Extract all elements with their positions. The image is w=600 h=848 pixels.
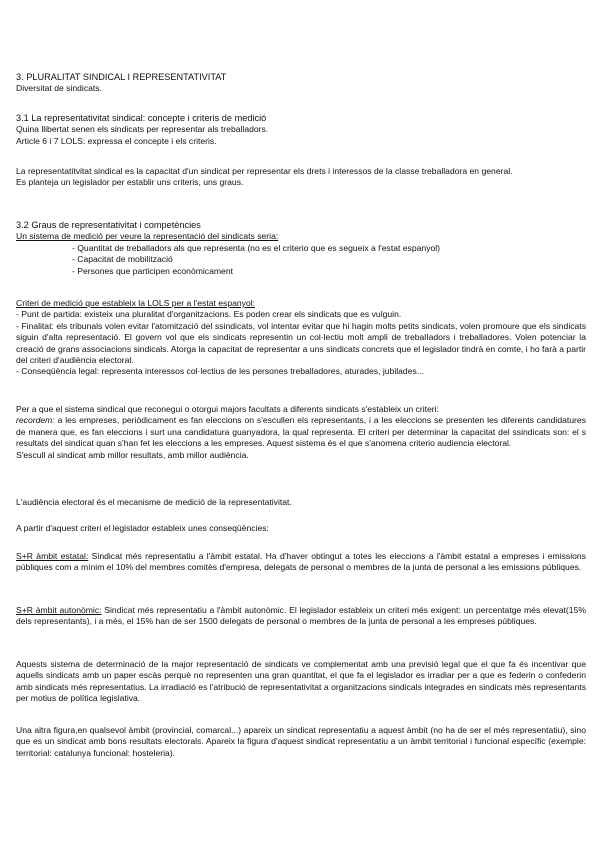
lols-purpose: - Finalitat: els tribunals volen evitar l'atomització del ssindicats, vol intentar evitar que hi hagin molts petits sindicats, volen promoure que els sindicats siguin d'alta representació. El govern vol que els sindicats representin un col·lectiu molt ampli de trebalIadors i treballadores. Volen potenciar la creació de grans associacions sindicals. Atorga la capacitat de representar a uns sindicats concrets que el legislador tindrà en comte, i ho farà a partir del criteri d'audiència electoral.	[16, 320, 586, 366]
determination-paragraph: Aquests sistema de determinació de la major representació de sindicats ve complementat amb una previsió legal que el que fa és incentivar que aquells sindicats amb un paper escàs perquè no representen una gran quantitat, el que fa el legislador es irradiar per a que es federin o confederin amb sindicats més representatius. La irradiació es l'atribució de representativitat a organitzacions sindicals integrades en sindicats més representants per motius de política legislativa.	[16, 659, 586, 704]
measurement-item-3: - Persones que participen econòmicament	[72, 265, 233, 276]
other-figure-block	[16, 725, 586, 759]
lols-start-point: - Punt de partida: existeix una pluralitat d'organitzacions. Es poden crear els sindicats que es vulguin.	[16, 309, 402, 320]
definition-note: Es planteja un legislador per establir uns criteris, uns graus.	[16, 177, 244, 188]
electoral-audience-text: L'audiència electoral és el mecanisme de medició de la representativitat.	[16, 497, 292, 507]
section-3-1	[16, 113, 586, 147]
criteria-body: recordem: a les empreses, periòdicament es fan eleccions on s'escullen els representants, i a les eleccions se presenten les diferents candidatures de manera que, es fan eleccions i surt una candidatura guanyadora, la qual representa. El criteri per determinar la capacitat del ssindicats son: el s resultats del sindicat quan s'han fet les eleccions a les empreses. Aquest sistema és el que s'anomena criterio audiencia electoral.	[16, 415, 586, 449]
lols-consequence: - Conseqüència legal: representa interessos col·lectius de les persones treballadores, aturades, jubilades...	[16, 366, 424, 377]
section-3-1-line-1: Quina llibertat senen els sindicats per representar als treballadors.	[16, 124, 269, 135]
measurement-item-1: - Quantitat de treballadors als que representa (no es el criterio que es segueix a l'estat espanyol)	[72, 242, 441, 253]
representativity-definition	[16, 166, 586, 189]
consequences-intro	[16, 523, 586, 534]
electoral-audience	[16, 497, 586, 508]
lols-criterion	[16, 298, 586, 378]
measurement-system-heading: Un sistema de medició per veure la representació del sindicats seria:	[16, 231, 279, 242]
state-scope-paragraph: S+R àmbit estatal: Sindicat més representatiu a l'àmbit estatal. Ha d'haver obtingut a totes les eleccions a l'àmbit estatal a empreses i emissions públiques com a mínim el 10% del membres comitès d'empresa, delegats de personal o membres de la junta de personal a les emissions públiques.	[16, 551, 586, 573]
autonomic-scope-label: S+R àmbit autonòmic:	[16, 605, 102, 615]
autonomic-scope-block	[16, 605, 586, 628]
lols-criterion-heading: Criteri de medició que estableix la LOLS per a l'estat espanyol:	[16, 298, 256, 308]
criteria-paragraph	[16, 404, 586, 461]
criteria-intro: Per a que el sistema sindical que reconegui o otorgui majors facultats a diferents sindicats s'estableix un criteri:	[16, 404, 439, 414]
section-3-subtitle: Diversitat de sindicats.	[16, 83, 102, 94]
determination-paragraph-block	[16, 659, 586, 705]
measurement-item-2: - Capacitat de mobilització	[72, 254, 173, 265]
section-3-1-line-2: Article 6 i 7 LOLS: expressa el concepte i els criteris.	[16, 135, 217, 146]
section-3-1-title: 3.1 La representativitat sindical: concepte i criteris de medició	[16, 113, 267, 123]
criteria-label: recordem:	[16, 415, 55, 426]
section-3	[16, 72, 586, 95]
section-3-2-title: 3.2 Graus de representativitat i competències	[16, 220, 201, 230]
definition-paragraph: La representatitvitat sindical es la capacitat d'un sindicat per representar els drets i interessos de la classe treballadora en general.	[16, 166, 513, 176]
criteria-conclusion: S'escull al sindicat amb millor resultats, amb millor audiència.	[16, 449, 249, 460]
other-figure-paragraph: Una altra figura,en qualsevol àmbit (provincial, comarcal...) apareix un sindicat representatiu a aquest àmbit (no ha de ser el més representatiu), sino que es un sindicat amb bons resultats electorals. Apareix la figura d'aquest sindicat representatiu a un àmbit territorial i funcional específic (exemple: territorial: catalunya funcional: hosteleria).	[16, 725, 586, 758]
consequences-intro-text: A partir d'aquest criteri el legislador estableix unes conseqüències:	[16, 523, 269, 533]
autonomic-scope-paragraph: S+R àmbit autonòmic: Sindicat més representatiu a l'àmbit autonòmic. El legislador estableix un criteri més exigent: un percentatge més elevat(15% dels representants), i a més, el 15% han de ser 1500 delegats de personal o membres de la junta de personal a les empreses públiques.	[16, 605, 586, 627]
section-3-title: 3. PLURALITAT SINDICAL I REPRESENTATIVITAT	[16, 72, 227, 82]
state-scope-block	[16, 551, 586, 574]
section-3-2	[16, 220, 586, 277]
state-scope-label: S+R àmbit estatal:	[16, 551, 89, 561]
